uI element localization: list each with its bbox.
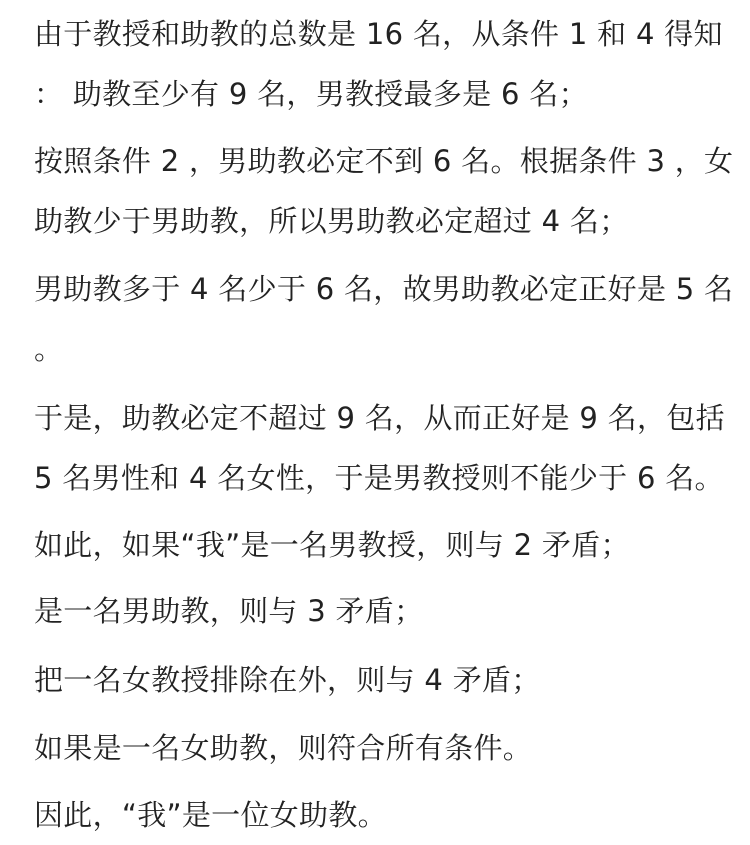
- text-line: 5 名男性和 4 名女性，于是男教授则不能少于 6 名。: [34, 461, 724, 495]
- text-line: 助教少于男助教，所以男助教必定超过 4 名；: [34, 204, 629, 238]
- text-line: 因此，“我”是一位女助教。: [34, 798, 387, 832]
- paragraph-male-assistants-under-six: [34, 131, 733, 251]
- paragraph-female-assistant-fits: [34, 718, 532, 778]
- paragraph-male-professor-contradiction: [34, 515, 630, 575]
- text-line: 。: [34, 332, 64, 366]
- text-line: 如此，如果“我”是一名男教授，则与 2 矛盾；: [34, 528, 630, 562]
- paragraph-assistants-nine: [34, 388, 725, 508]
- text-line: 男助教多于 4 名少于 6 名，故男助教必定正好是 5 名: [34, 272, 734, 306]
- paragraph-female-professor-contradiction: [34, 650, 541, 710]
- text-line: 如果是一名女助教，则符合所有条件。: [34, 731, 533, 765]
- text-line: 由于教授和助教的总数是 16 名，从条件 1 和 4 得知: [34, 17, 723, 51]
- paragraph-male-assistants-five: [34, 259, 733, 379]
- paragraph-conclusion: [34, 785, 387, 845]
- paragraph-total-count: [34, 4, 723, 124]
- text-line: 是一名男助教，则与 3 矛盾；: [34, 594, 424, 628]
- text-line: 把一名女教授排除在外，则与 4 矛盾；: [34, 663, 541, 697]
- paragraph-male-assistant-contradiction: [34, 581, 423, 641]
- text-line: ： 助教至少有 9 名，男教授最多是 6 名；: [34, 77, 588, 111]
- text-line: 按照条件 2 ，男助教必定不到 6 名。根据条件 3 ，女: [34, 144, 734, 178]
- text-line: 于是，助教必定不超过 9 名，从而正好是 9 名，包括: [34, 401, 725, 435]
